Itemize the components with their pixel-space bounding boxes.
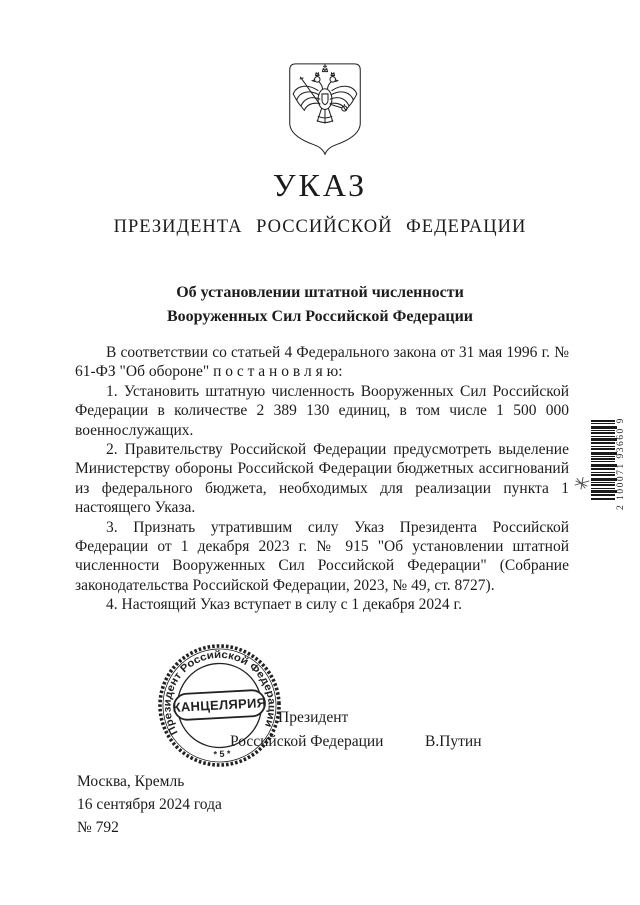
footer-number: № 792	[77, 819, 119, 836]
body-paragraph: В соответствии со статьей 4 Федерального закона от 31 мая 1996 г. № 61-ФЗ "Об обороне" п о с т а н о в л я ю:	[75, 344, 569, 381]
subject-title	[0, 281, 640, 329]
signature-name: В.Путин	[425, 733, 482, 750]
stamp-bottom-text: * 5 *	[213, 748, 231, 760]
decree-body	[75, 343, 569, 615]
russian-coat-of-arms-icon	[282, 59, 368, 159]
stamp-ring-text: Президент Российской Федерации	[161, 648, 278, 738]
body-paragraph: 2. Правительству Российской Федерации предусмотреть выделение Министерству обороны Российской Федерации бюджетных ассигнований из федерального бюджета, необходимых для реализации пункта 1 настоящего Указа.	[75, 441, 569, 517]
decree-title: УКАЗ	[272, 167, 368, 203]
subject-line-1: Об установлении штатной численности	[176, 284, 464, 301]
signature-title-line-1: Президент	[278, 709, 349, 726]
footer-block	[77, 770, 222, 839]
footer-place: Москва, Кремль	[77, 773, 185, 790]
body-paragraph: 4. Настоящий Указ вступает в силу с 1 декабря 2024 г.	[106, 596, 462, 614]
chancellery-stamp	[153, 639, 286, 772]
barcode-icon	[591, 420, 617, 502]
body-paragraph: 1. Установить штатную численность Вооруженных Сил Российской Федерации в количестве 2 389 130 единиц, в том числе 1 500 000 военнослужащих.	[75, 382, 569, 439]
ink-mark-icon	[573, 476, 591, 491]
stamp-center-text: КАНЦЕЛЯРИЯ	[172, 695, 267, 715]
body-paragraph: 3. Признать утратившим силу Указ Президента Российской Федерации от 1 декабря 2023 г. № 915 "Об установлении штатной численности Вооруженных Сил Российской Федерации" (Собрание законодательства Российской Федерации, 2023, № 49, ст. 8727).	[75, 518, 569, 594]
footer-date: 16 сентября 2024 года	[77, 796, 222, 813]
decree-subtitle: ПРЕЗИДЕНТА РОССИЙСКОЙ ФЕДЕРАЦИИ	[113, 217, 527, 237]
signature-title-line-2: Российской Федерации	[230, 733, 384, 750]
subject-line-2: Вооруженных Сил Российской Федерации	[166, 308, 474, 325]
barcode-digits: 2 100071 93660 9	[616, 417, 626, 510]
